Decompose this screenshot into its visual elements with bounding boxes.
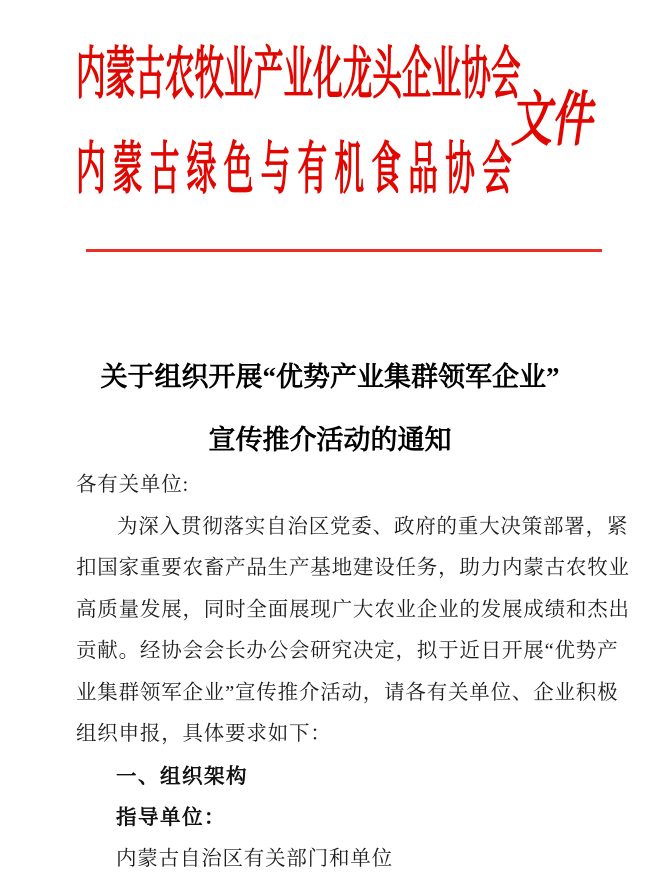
red-separator-line: [86, 249, 602, 252]
doc-type-label: 文件: [509, 87, 601, 153]
guide-unit-label: 指导单位：: [116, 806, 226, 829]
document-body: [76, 465, 630, 880]
salutation: 各有关单位:: [76, 474, 189, 496]
issuer-name-line-2: 内蒙古绿色与有机食品协会: [76, 138, 520, 201]
document-title: [0, 346, 660, 472]
paragraph-line: 扣国家重要农畜产品生产基地建设任务，助力内蒙古农牧业: [76, 557, 630, 579]
paragraph-line: 为深入贯彻落实自治区党委、政府的重大决策部署，紧: [117, 515, 629, 538]
paragraph-line: 高质量发展，同时全面展现广大农业企业的发展成绩和杰出: [76, 598, 630, 621]
guide-unit-value: 内蒙古自治区有关部门和单位: [116, 847, 393, 870]
paragraph-line: 贡献。经协会会长办公会研究决定，拟于近日开展“优势产: [76, 640, 619, 662]
paragraph-line: 组织申报，具体要求如下：: [76, 723, 332, 745]
section-heading: 一、组织架构: [116, 764, 248, 788]
document-title-line-1: 关于组织开展“优势产业集群领军企业”: [100, 362, 560, 392]
paragraph-line: 业集群领军企业”宣传推介活动，请各有关单位、企业积极: [76, 681, 619, 704]
issuer-name-line-1: 内蒙古农牧业产业化龙头企业协会: [76, 43, 521, 106]
document-title-line-2: 宣传推介活动的通知: [208, 425, 452, 455]
